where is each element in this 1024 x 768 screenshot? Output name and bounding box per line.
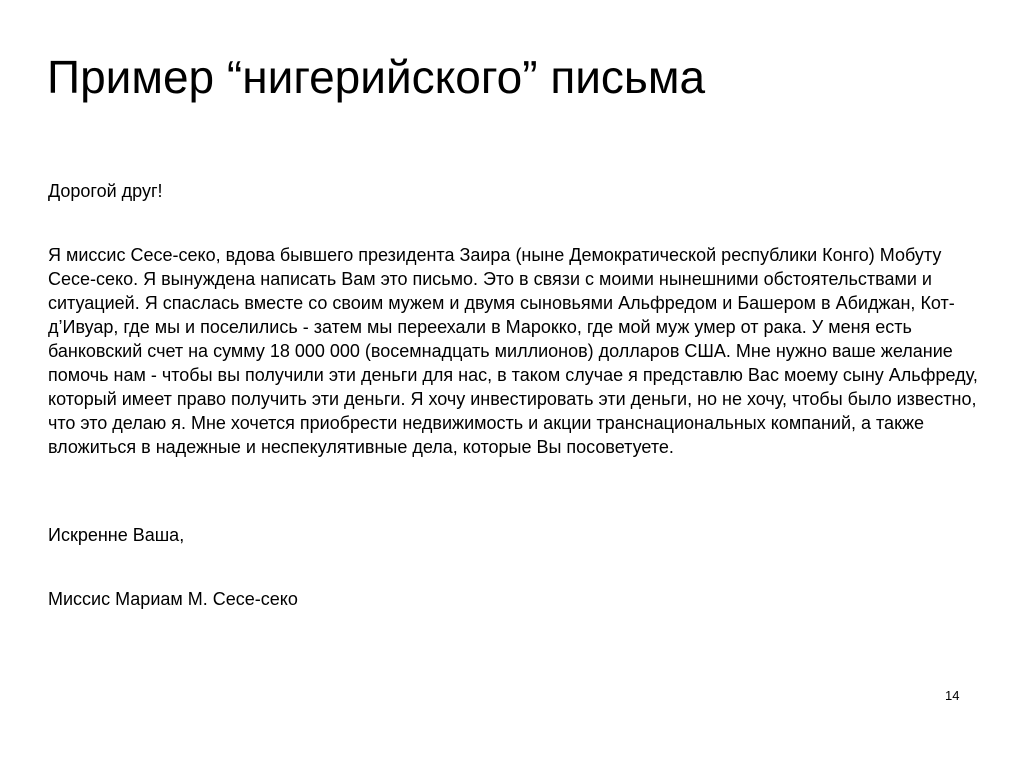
letter-signature: Миссис Мариам М. Сесе-секо bbox=[48, 589, 298, 609]
page-number: 14 bbox=[945, 688, 960, 703]
slide-title: Пример “нигерийского” письма bbox=[47, 51, 706, 103]
letter-body: Я миссис Сесе-секо, вдова бывшего президента Заира (ныне Демократической республики Конго) Мобуту Сесе-секо. Я вынуждена написать Вам это письмо. Это в связи с моими нынешними обстоятельствами и ситуацией. Я спаслась вместе со своим мужем и двумя сыновьями Альфредом и Башером в Абиджан, Кот-д’Ивуар, где мы и поселились - затем мы переехали в Марокко, где мой муж умер от рака. У меня есть банковский счет на сумму 18 000 000 (восемнадцать миллионов) долларов США. Мне нужно ваше желание помочь нам - чтобы вы получили эти деньги для нас, в таком случае я представлю Вас моему сыну Альфреду, который имеет право получить эти деньги. Я хочу инвестировать эти деньги, но не хочу, чтобы было известно, что это делаю я. Мне хочется приобрести недвижимость и акции транснациональных компаний, а также вложиться в надежные и неспекулятивные дела, которые Вы посоветуете. bbox=[48, 245, 978, 457]
letter-greeting: Дорогой друг! bbox=[48, 181, 163, 201]
letter-closing: Искренне Ваша, bbox=[48, 525, 185, 545]
